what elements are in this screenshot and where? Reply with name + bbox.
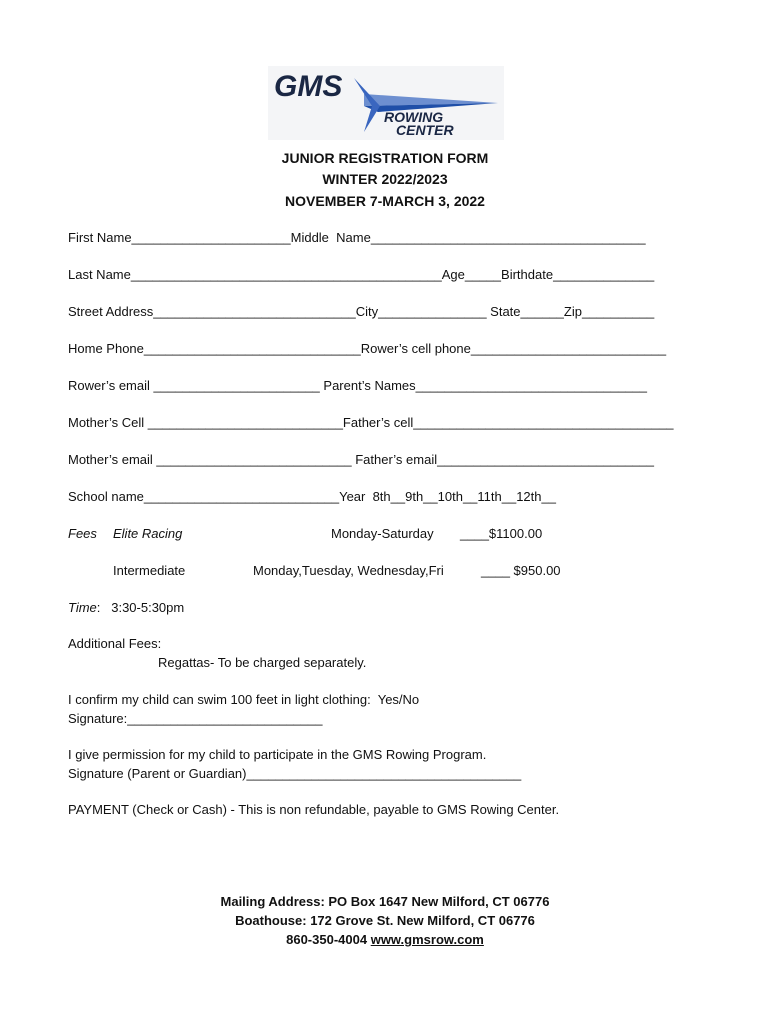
boathouse-address: Boathouse: 172 Grove St. New Milford, CT 06776 — [235, 913, 535, 928]
address-row[interactable]: Street Address____________________________City_______________ State______Zip__________ — [68, 304, 655, 319]
swim-signature-line[interactable]: Signature:___________________________ — [68, 711, 323, 726]
gms-rowing-logo — [268, 66, 504, 140]
website-link[interactable]: www.gmsrow.com — [370, 932, 484, 947]
intermediate-label: Intermediate — [113, 563, 186, 578]
lastname-age-birthdate-row[interactable]: Last Name___________________________________________Age_____Birthdate______________ — [68, 267, 655, 282]
intermediate-days: Monday,Tuesday, Wednesday,Fri — [253, 563, 444, 578]
guardian-signature-line[interactable]: Signature (Parent or Guardian)______________________________________ — [68, 766, 522, 781]
name-fields-row[interactable]: First Name______________________Middle Name______________________________________ — [68, 230, 646, 245]
gms-logo-graphic — [268, 66, 504, 140]
parent-cell-row[interactable]: Mother’s Cell ___________________________Father’s cell____________________________________ — [68, 415, 674, 430]
logo-sub-text-1: ROWING — [384, 109, 444, 125]
phone-number: 860-350-4004 — [286, 932, 368, 947]
intermediate-price[interactable]: ____ $950.00 — [481, 563, 561, 578]
permission-statement: I give permission for my child to participate in the GMS Rowing Program. — [68, 747, 487, 762]
phone-row[interactable]: Home Phone______________________________Rower’s cell phone___________________________ — [68, 341, 667, 356]
swim-confirmation: I confirm my child can swim 100 feet in light clothing: Yes/No — [68, 692, 420, 707]
email-parents-row[interactable]: Rower’s email _______________________ Parent’s Names________________________________ — [68, 378, 647, 393]
time-label: Time — [68, 600, 97, 615]
elite-racing-price[interactable]: ____$1100.00 — [460, 526, 543, 541]
contact-line — [0, 932, 770, 947]
time-line — [68, 600, 184, 615]
mailing-address: Mailing Address: PO Box 1647 New Milford, CT 06776 — [220, 894, 550, 909]
time-value: : 3:30-5:30pm — [96, 600, 185, 615]
elite-racing-label: Elite Racing — [113, 526, 183, 541]
form-dates: NOVEMBER 7-MARCH 3, 2022 — [285, 193, 485, 209]
school-year-row[interactable]: School name___________________________Year 8th__9th__10th__11th__12th__ — [68, 489, 556, 504]
payment-note: PAYMENT (Check or Cash) - This is non refundable, payable to GMS Rowing Center. — [68, 802, 560, 817]
regattas-note: Regattas- To be charged separately. — [158, 655, 367, 670]
elite-racing-days: Monday-Saturday — [331, 526, 434, 541]
logo-brand-text: GMS — [274, 70, 343, 103]
form-title: JUNIOR REGISTRATION FORM — [281, 150, 489, 166]
form-season: WINTER 2022/2023 — [322, 171, 448, 187]
fees-label: Fees — [68, 526, 97, 541]
parent-email-row[interactable]: Mother’s email ___________________________ Father’s email______________________________ — [68, 452, 654, 467]
logo-sub-text-2: CENTER — [396, 122, 454, 138]
additional-fees-label: Additional Fees: — [68, 636, 162, 651]
